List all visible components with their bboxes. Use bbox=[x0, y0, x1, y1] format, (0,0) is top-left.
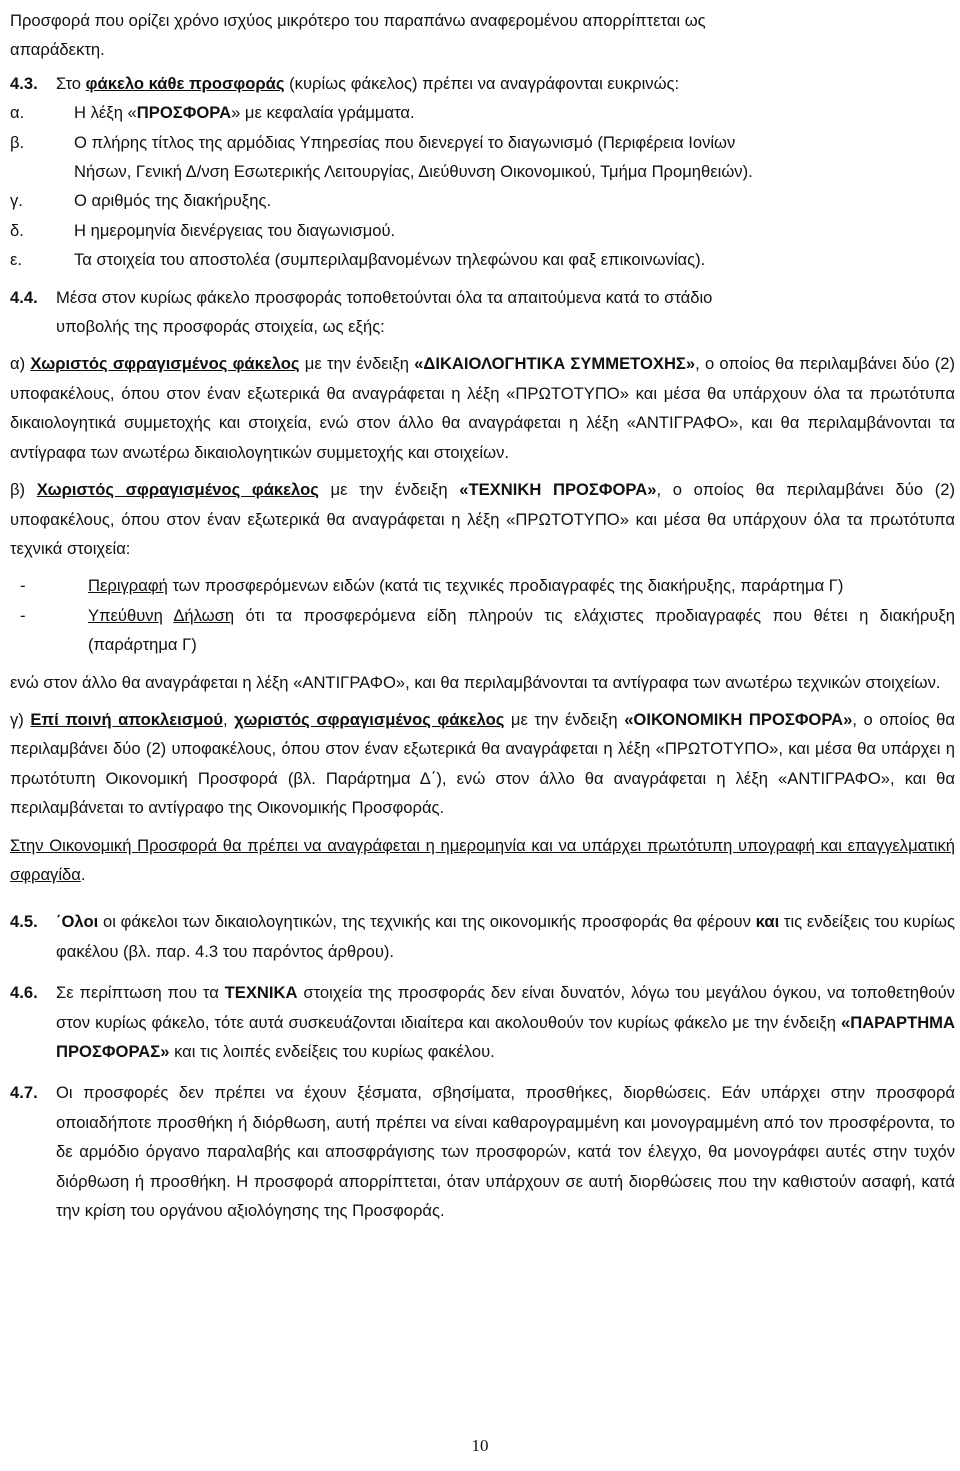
section-4-4: 4.4. Μέσα στον κυρίως φάκελο προσφοράς τοποθετούνται όλα τα απαιτούμενα κατά το στάδιο υποβολής της προσφοράς στοιχεία, ως εξής: bbox=[10, 283, 955, 342]
paragraph-after-dashes: ενώ στον άλλο θα αναγράφεται η λέξη «ΑΝΤΙΓΡΑΦΟ», και θα περιλαμβάνονται τα αντίγραφα των ανωτέρω τεχνικών στοιχείων. bbox=[10, 672, 941, 692]
document-page bbox=[10, 6, 955, 1225]
section-number: 4.7. bbox=[10, 1083, 38, 1103]
intro-line-1: Προσφορά που ορίζει χρόνο ισχύος μικρότερο του παραπάνω αναφερομένου απορρίπτεται ως bbox=[10, 11, 706, 30]
list-item-a: α. Η λέξη «ΠΡΟΣΦΟΡΑ» με κεφαλαία γράμματα. bbox=[10, 103, 415, 123]
list-item-g: γ. Ο αριθμός της διακήρυξης. bbox=[10, 191, 272, 211]
section-number: 4.3. bbox=[10, 73, 38, 93]
list-item-e: ε. Τα στοιχεία του αποστολέα (συμπεριλαμβανομένων τηλεφώνου και φαξ επικοινωνίας). bbox=[10, 250, 706, 270]
section-4-7: 4.7. Οι προσφορές δεν πρέπει να έχουν ξέσματα, σβησίματα, προσθήκες, διορθώσεις. Εάν υπάρχει στην προσφορά οποιαδήποτε προσθήκη ή διόρθωση, αυτή πρέπει να είναι καθαρογραμμένη και μονογραμμένη από τον προσφέροντα, το δε αρμόδιο όργανο παραλαβής και αποσφράγισης των προσφορών, κατά τον έλεγχο, θα μονογράφει αυτές στην τυχόν διόρθωση ή προσθήκη. Η προσφορά απορρίπτεται, όταν υπάρχουν σε αυτή διορθώσεις που την καθιστούν ασαφή, κατά την κρίση του οργάνου αξιολόγησης της Προσφοράς. bbox=[10, 1078, 955, 1225]
dash-item-1: - Περιγραφή των προσφερόμενων ειδών (κατά τις τεχνικές προδιαγραφές της διακήρυξης, παράρτημα Γ) bbox=[20, 576, 844, 596]
paragraph-note: Στην Οικονομική Προσφορά θα πρέπει να αναγράφεται η ημερομηνία και να υπάρχει πρωτότυπη υπογραφή και επαγγελματική σφραγίδα. bbox=[10, 835, 955, 884]
paragraph-4-4-b: β) Χωριστός σφραγισμένος φάκελος με την ένδειξη «ΤΕΧΝΙΚΗ ΠΡΟΣΦΟΡΑ», ο οποίος θα περιλαμβάνει δύο (2) υποφακέλους, όπου στον έναν εξωτερικά θα αναγράφεται η λέξη «ΠΡΩΤΟΤΥΠΟ» και μέσα θα υπάρχουν όλα τα πρωτότυπα τεχνικά στοιχεία: bbox=[10, 480, 956, 558]
paragraph-4-4-a: α) Χωριστός σφραγισμένος φάκελος με την ένδειξη «ΔΙΚΑΙΟΛΟΓΗΤΙΚΑ ΣΥΜΜΕΤΟΧΗΣ», ο οποίος θα περιλαμβάνει δύο (2) υποφακέλους, όπου στον έναν εξωτερικά θα αναγράφεται η λέξη «ΠΡΩΤΟΤΥΠΟ» και μέσα θα υπάρχουν όλα τα πρωτότυπα δικαιολογητικά συμμετοχής και στοιχεία, ενώ στον άλλο θα αναγράφεται η λέξη «ΑΝΤΙΓΡΑΦΟ», και θα περιλαμβάνονται τα αντίγραφα των ανωτέρω δικαιολογητικών συμμετοχής και στοιχείων. bbox=[10, 354, 955, 462]
section-number: 4.5. bbox=[10, 912, 38, 932]
section-number: 4.4. bbox=[10, 287, 38, 307]
envelope-term: φάκελο κάθε προσφοράς bbox=[85, 73, 285, 93]
list-item-d: δ. Η ημερομηνία διενέργειας του διαγωνισμού. bbox=[10, 220, 396, 240]
section-4-3 bbox=[10, 69, 955, 98]
page-number: 10 bbox=[471, 1436, 489, 1455]
paragraph-4-4-c: γ) Επί ποινή αποκλεισμού, χωριστός σφραγισμένος φάκελος με την ένδειξη «ΟΙΚΟΝΟΜΙΚΗ ΠΡΟΣΦΟΡΑ», ο οποίος θα περιλαμβάνει δύο (2) υποφακέλους, όπου στον έναν εξωτερικά θα αναγράφεται η λέξη «ΠΡΩΤΟΤΥΠΟ», και μέσα θα υπάρχει η πρωτότυπη Οικονομική Προσφορά (βλ. Παράρτημα Δ΄), ενώ στον άλλο θα αναγράφεται η λέξη «ΑΝΤΙΓΡΑΦΟ», και θα περιλαμβάνεται το αντίγραφο της Οικονομικής Προσφοράς. bbox=[10, 709, 956, 818]
intro-line-2: απαράδεκτη. bbox=[10, 40, 105, 60]
section-number: 4.6. bbox=[10, 983, 38, 1003]
section-4-6: 4.6. Σε περίπτωση που τα ΤΕΧΝΙΚΑ στοιχεία της προσφοράς δεν είναι δυνατόν, λόγω του μεγάλου όγκου, να τοποθετηθούν στον κυρίως φάκελο, τότε αυτά συσκευάζονται ιδιαίτερα και ακολουθούν τον κυρίως φάκελο με την ένδειξη «ΠΑΡΑΡΤΗΜΑ ΠΡΟΣΦΟΡΑΣ» και τις λοιπές ενδείξεις του κυρίως φακέλου. bbox=[10, 978, 955, 1066]
list-item-b: β. Ο πλήρης τίτλος της αρμόδιας Υπηρεσίας που διενεργεί το διαγωνισμό (Περιφέρεια Ιονίων Νήσων, Γενική Δ/νση Εσωτερικής Λειτουργίας, Διεύθυνση Οικονομικού, Τμήμα Προμηθειών). bbox=[10, 132, 753, 182]
dash-item-2: - Υπεύθυνη Δήλωση ότι τα προσφερόμενα είδη πληρούν τις ελάχιστες προδιαγραφές που θέτει η διακήρυξη (παράρτημα Γ) bbox=[20, 605, 955, 655]
section-4-5: 4.5. ΄Ολοι οι φάκελοι των δικαιολογητικών, της τεχνικής και της οικονομικής προσφοράς θα φέρουν και τις ενδείξεις του κυρίως φακέλου (βλ. παρ. 4.3 του παρόντος άρθρου). bbox=[10, 907, 955, 966]
section-heading: Στο φάκελο κάθε προσφοράς (κυρίως φάκελος) πρέπει να αναγράφονται ευκρινώς: bbox=[56, 73, 680, 93]
